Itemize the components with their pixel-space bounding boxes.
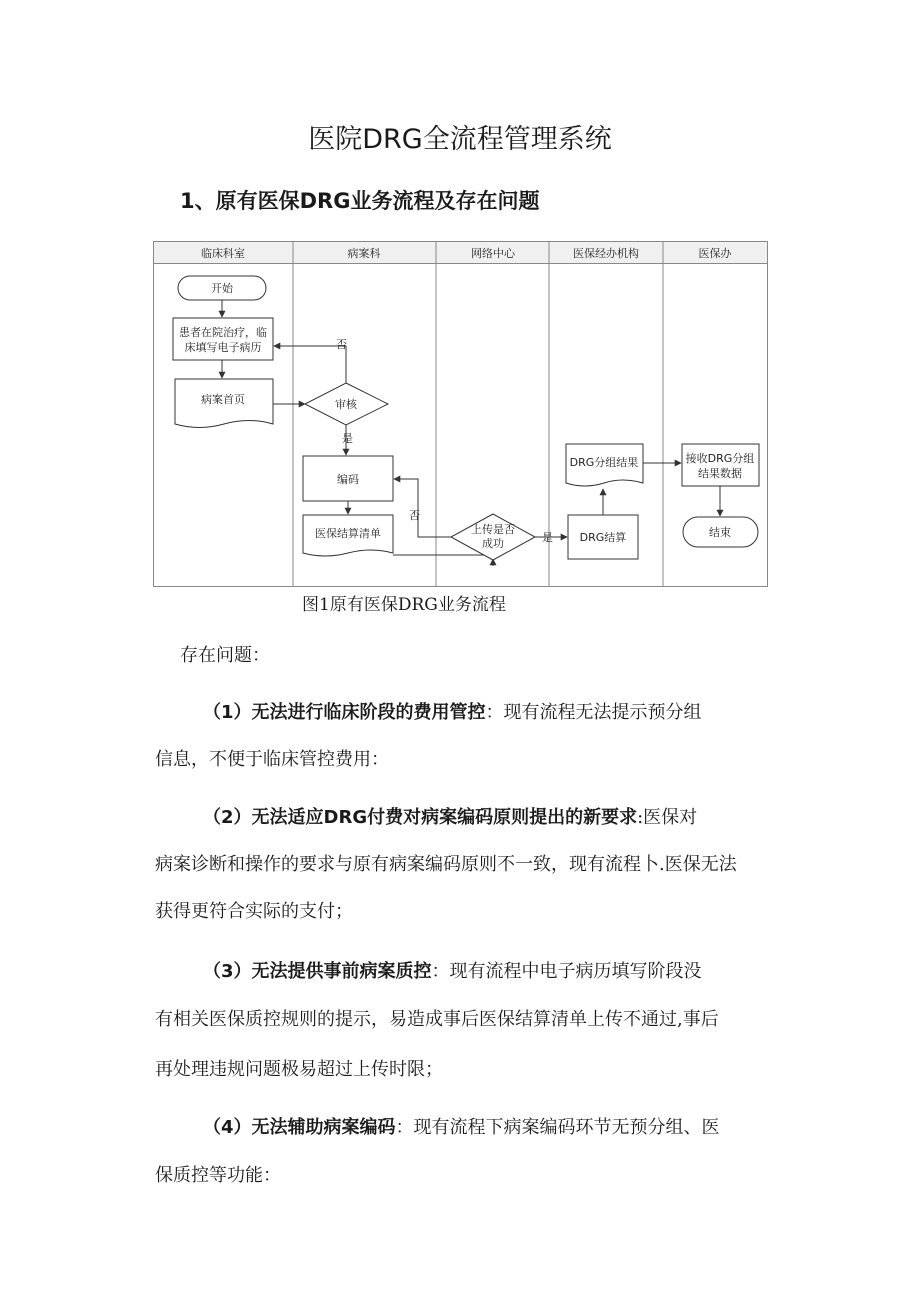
issue-2-lead: （2）无法适应DRG付费对病案编码原则提出的新要求 (203, 807, 638, 828)
drg-settle-label: DRG结算 (579, 531, 627, 544)
lane-clinical: 临床科室 (201, 247, 245, 260)
review-label: 审核 (335, 398, 357, 411)
issue-3-line-3: 再处理违规问题极易超过上传时限； (155, 1059, 443, 1080)
issue-2-line-3: 获得更符合实际的支付； (155, 901, 353, 922)
issue-1-line-2: 信息，不便于临床管控费用： (155, 749, 389, 770)
issue-2-line-2: 病案诊断和操作的要求与原有病案编码原则不一致，现有流程卜.医保无法 (155, 854, 737, 875)
issue-3-lead: （3）无法提供事前病案质控 (203, 961, 432, 982)
flowchart (153, 241, 768, 587)
upload-label-1: 上传是否 (471, 523, 515, 536)
issue-2-text-1: :医保对 (637, 807, 698, 828)
section-heading: 1、原有医保DRG业务流程及存在问题 (180, 189, 540, 213)
issue-4-lead: （4）无法辅助病案编码 (203, 1117, 396, 1138)
lane-insurer: 医保经办机构 (573, 247, 639, 260)
issue-2-line-1 (203, 805, 697, 831)
document-title: 医院DRG全流程管理系统 (308, 124, 612, 155)
lane-records: 病案科 (347, 247, 381, 260)
emr-label-2: 床填写电子病历 (184, 341, 262, 354)
figure-caption: 图1原有医保DRG业务流程 (302, 595, 506, 615)
front-page-label: 病案首页 (201, 393, 245, 406)
receive-label-1: 接收DRG分组 (685, 452, 755, 465)
issues-label: 存在问题： (180, 645, 270, 666)
end-label: 结束 (709, 526, 731, 539)
lane-insurance-office: 医保办 (698, 247, 732, 260)
review-no-label: 否 (336, 338, 347, 351)
upload-no-label: 否 (409, 509, 420, 522)
receive-label-2: 结果数据 (698, 467, 742, 480)
drg-result-label: DRG分组结果 (569, 456, 639, 469)
issue-4-line-1 (203, 1115, 720, 1141)
upload-label-2: 成功 (482, 537, 504, 550)
issue-1-lead: （1）无法进行临床阶段的费用管控 (203, 702, 486, 723)
issue-1-line-1 (203, 700, 702, 726)
lane-network: 网络中心 (471, 247, 515, 260)
emr-label-1: 患者在院治疗，临 (179, 326, 267, 339)
issue-3-line-1 (203, 959, 702, 985)
issue-4-line-2: 保质控等功能： (155, 1165, 281, 1186)
settlement-list-label: 医保结算清单 (315, 527, 381, 540)
issue-1-text-1: ：现有流程无法提示预分组 (485, 702, 702, 723)
start-label: 开始 (211, 282, 233, 295)
review-yes-label: 是 (342, 432, 353, 445)
upload-yes-label: 是 (542, 531, 553, 544)
issue-4-text-1: ：现有流程下病案编码环节无预分组、医 (395, 1117, 720, 1138)
coding-label: 编码 (337, 473, 359, 486)
issue-3-line-2: 有相关医保质控规则的提示，易造成事后医保结算清单上传不通过,事后 (155, 1009, 719, 1030)
issue-3-text-1: ：现有流程中电子病历填写阶段没 (431, 961, 702, 982)
